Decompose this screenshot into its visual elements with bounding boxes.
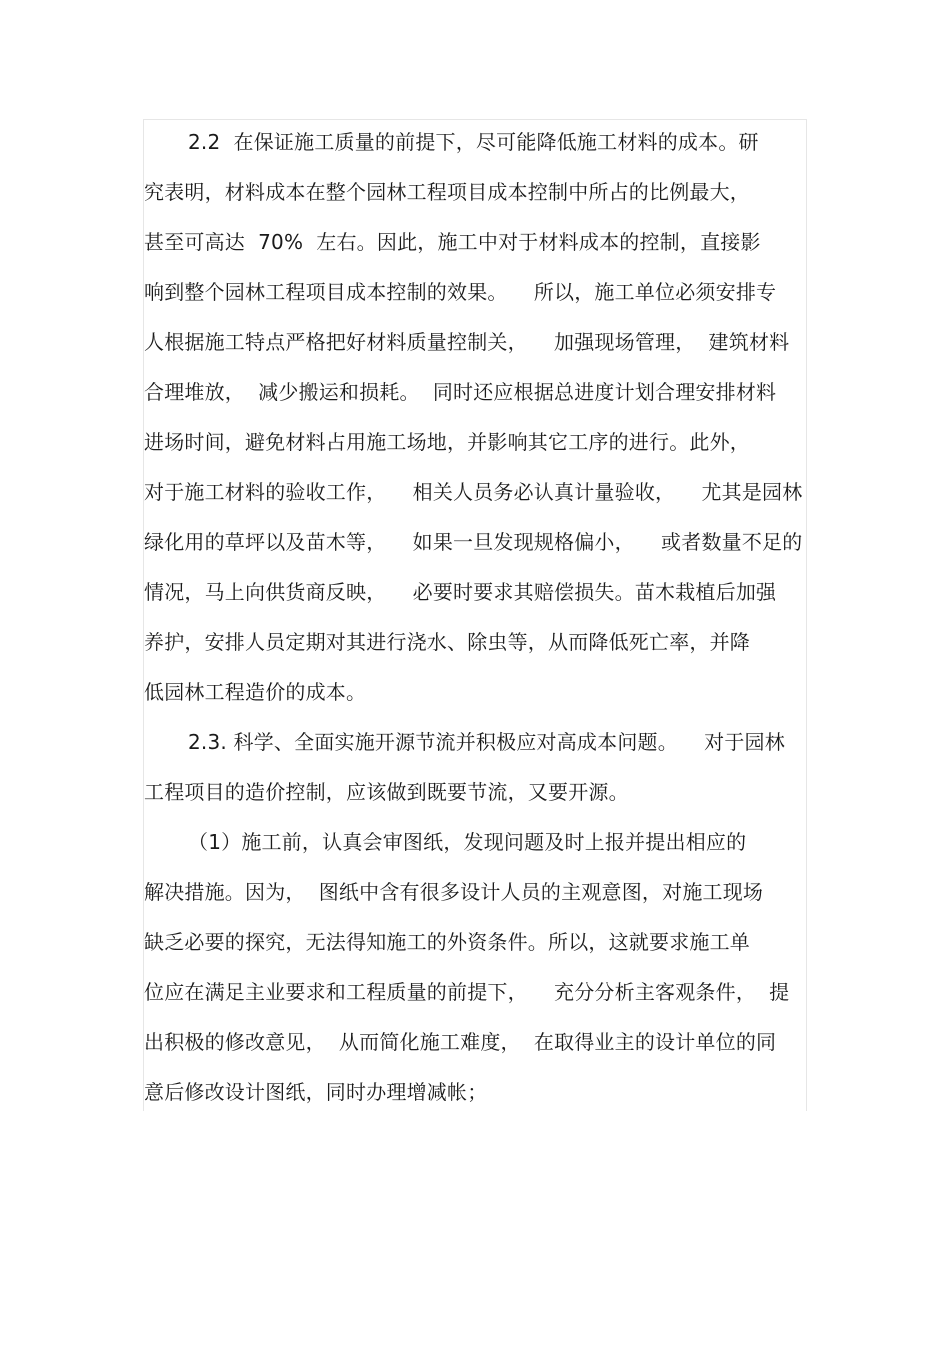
paragraph-item-1-line-2: 解决措施。因为， 图纸中含有很多设计人员的主观意图，对施工现场: [144, 880, 764, 904]
paragraph-2-2-line-4: 响到整个园林工程项目成本控制的效果。 所以，施工单位必须安排专: [144, 280, 777, 304]
paragraph-2-3-line-2: 工程项目的造价控制，应该做到既要节流，又要开源。: [144, 780, 629, 804]
paragraph-2-2-line-12: 低园林工程造价的成本。: [144, 680, 367, 704]
paragraph-2-2-line-1: 2.2 在保证施工质量的前提下，尽可能降低施工材料的成本。研: [188, 130, 759, 154]
document-body: [144, 117, 824, 1117]
paragraph-item-1-line-1: （1）施工前，认真会审图纸，发现问题及时上报并提出相应的: [188, 830, 747, 854]
paragraph-2-2-line-8: 对于施工材料的验收工作， 相关人员务必认真计量验收， 尤其是园林: [144, 480, 803, 504]
paragraph-item-1-line-3: 缺乏必要的探究，无法得知施工的外资条件。所以，这就要求施工单: [144, 930, 750, 954]
paragraph-2-2-line-7: 进场时间，避免材料占用施工场地，并影响其它工序的进行。此外，: [144, 430, 750, 454]
paragraph-2-2-line-9: 绿化用的草坪以及苗木等， 如果一旦发现规格偏小， 或者数量不足的: [144, 530, 803, 554]
paragraph-2-2-line-6: 合理堆放， 减少搬运和损耗。 同时还应根据总进度计划合理安排材料: [144, 380, 777, 404]
paragraph-item-1-line-5: 出积极的修改意见， 从而简化施工难度， 在取得业主的设计单位的同: [144, 1030, 777, 1054]
paragraph-2-2-line-5: 人根据施工特点严格把好材料质量控制关， 加强现场管理， 建筑材料: [144, 330, 790, 354]
paragraph-2-2-line-3: 甚至可高达 70% 左右。因此，施工中对于材料成本的控制，直接影: [144, 230, 761, 254]
paragraph-2-2-line-11: 养护，安排人员定期对其进行浇水、除虫等，从而降低死亡率，并降: [144, 630, 750, 654]
paragraph-item-1-line-4: 位应在满足主业要求和工程质量的前提下， 充分分析主客观条件， 提: [144, 980, 790, 1004]
paragraph-2-3-line-1: 2.3. 科学、全面实施开源节流并积极应对高成本问题。 对于园林: [188, 730, 785, 754]
paragraph-item-1-line-6: 意后修改设计图纸，同时办理增减帐；: [144, 1080, 488, 1104]
paragraph-2-2-line-10: 情况，马上向供货商反映， 必要时要求其赔偿损失。苗木栽植后加强: [144, 580, 777, 604]
paragraph-2-2-line-2: 究表明，材料成本在整个园林工程项目成本控制中所占的比例最大，: [144, 180, 750, 204]
